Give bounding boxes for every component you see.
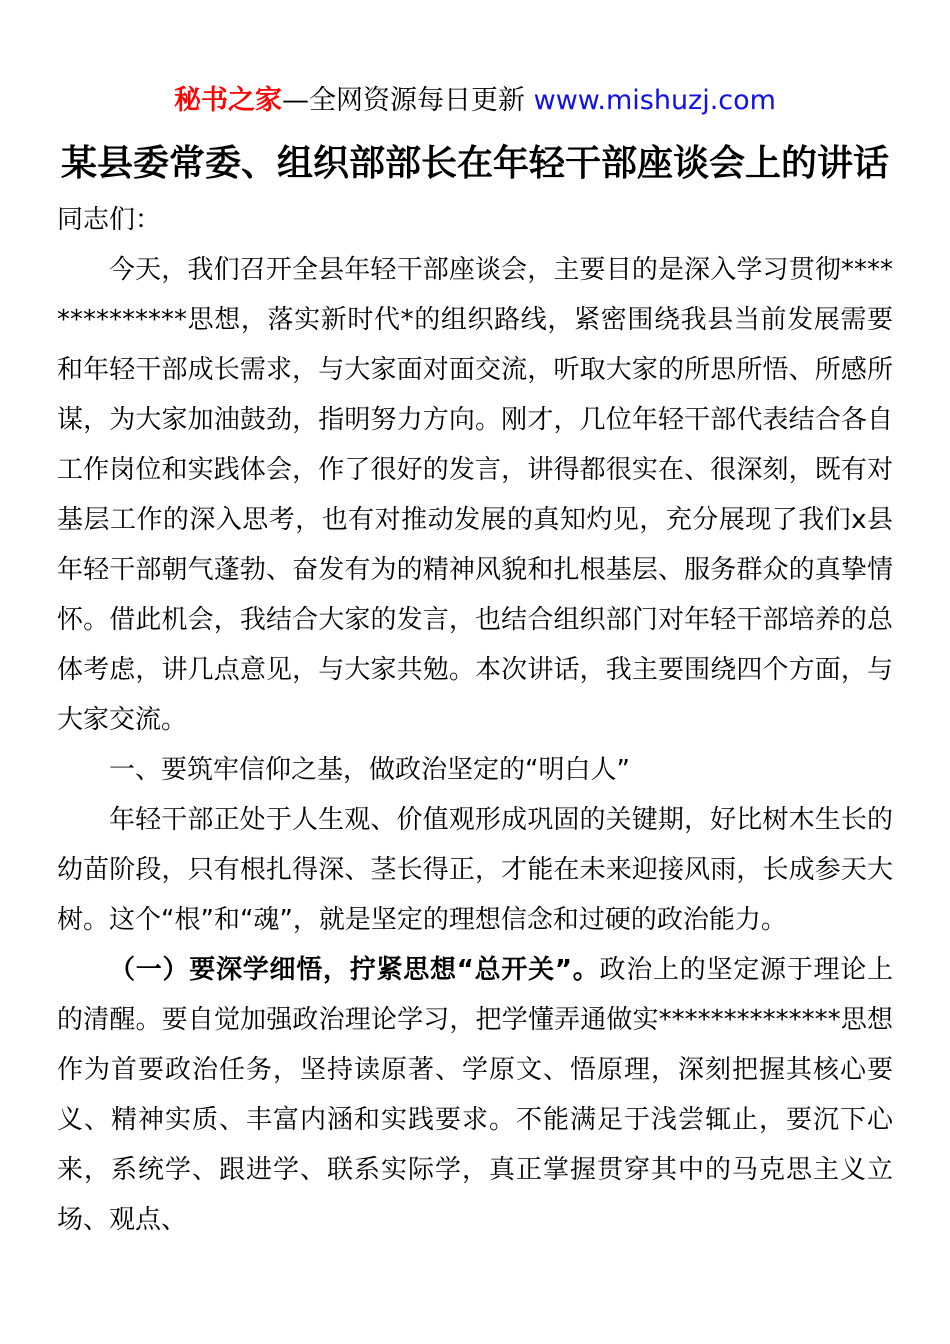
paragraph-subsection-1: [57, 945, 893, 1245]
site-tagline: —全网资源每日更新: [282, 85, 534, 116]
document-title: 某县委常委、组织部部长在年轻干部座谈会上的讲话: [60, 143, 889, 184]
site-header: [0, 84, 950, 118]
document-body: [57, 195, 893, 1245]
paragraph-section-1-body: 年轻干部正处于人生观、价值观形成巩固的关键期，好比树木生长的幼苗阶段，只有根扎得深、茎长得正，才能在未来迎接风雨，长成参天大树。这个“根”和“魂”，就是坚定的理想信念和过硬的政治能力。: [57, 805, 893, 935]
salutation: 同志们：: [57, 205, 162, 235]
section-heading-1: 一、要筑牢信仰之基，做政治坚定的“明白人”: [109, 755, 630, 785]
subsection-1-text: 政治上的坚定源于理论上的清醒。要自觉加强政治理论学习，把学懂弄通做实**************思想作为首要政治任务，坚持读原著、学原文、悟原理，深刻把握其核心要义、精神实质、丰富内涵和实践要求。不能满足于浅尝辄止，要沉下心来，系统学、跟进学、联系实际学，真正掌握贯穿其中的马克思主义立场、观点、: [57, 955, 893, 1235]
paragraph-intro: 今天，我们召开全县年轻干部座谈会，主要目的是深入学习贯彻**************思想，落实新时代*的组织路线，紧密围绕我县当前发展需要和年轻干部成长需求，与大家面对面交流，听取大家的所思所悟、所感所谋，为大家加油鼓劲，指明努力方向。刚才，几位年轻干部代表结合各自工作岗位和实践体会，作了很好的发言，讲得都很实在、很深刻，既有对基层工作的深入思考，也有对推动发展的真知灼见，充分展现了我们x县年轻干部朝气蓬勃、奋发有为的精神风貌和扎根基层、服务群众的真挚情怀。借此机会，我结合大家的发言，也结合组织部门对年轻干部培养的总体考虑，讲几点意见，与大家共勉。本次讲话，我主要围绕四个方面，与大家交流。: [57, 255, 893, 735]
site-url-link[interactable]: www.mishuzj.com: [533, 85, 776, 116]
site-brand: 秘书之家: [174, 85, 283, 116]
subsection-1-lead: （一）要深学细悟，拧紧思想“总开关”。: [109, 955, 600, 985]
